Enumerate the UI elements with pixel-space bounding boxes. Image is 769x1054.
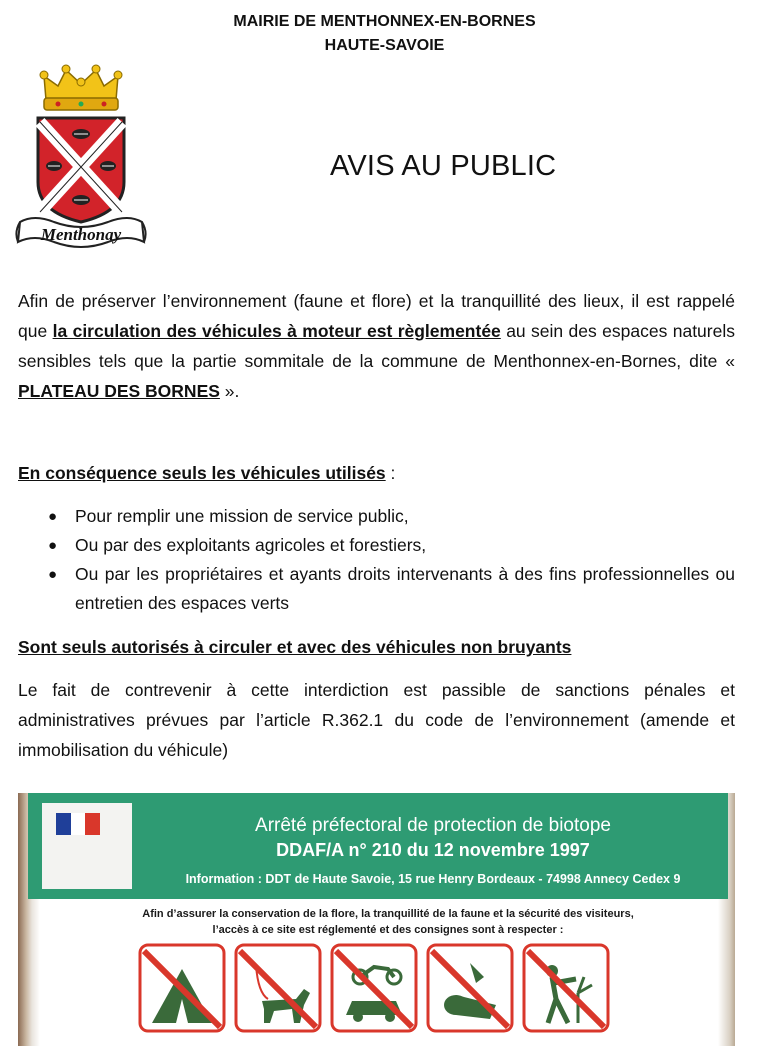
sign-decree: DDAF/A n° 210 du 12 novembre 1997: [276, 840, 590, 860]
list-item: ● Pour remplir une mission de service public,: [18, 502, 735, 531]
logo-motto: Menthonay: [40, 225, 122, 244]
no-dogs-icon: [234, 943, 322, 1033]
bullet-list: [18, 502, 735, 618]
intro-text-1: Afin de préserver l’environnement (faune et flore) et la tranquillité des lieux, il est rappelé que: [18, 291, 735, 341]
emblem-caption: [60, 841, 61, 846]
sign-header-panel: [28, 793, 728, 899]
header-line2: HAUTE-SAVOIE: [324, 37, 445, 54]
authorized-heading: Sont seuls autorisés à circuler et avec des véhicules non bruyants: [18, 637, 572, 657]
sign-intro: Afin d’assurer la conservation de la flore, la tranquillité de la faune et la sécurité des visiteurs, l’accès à ce site est réglementé et des consignes sont à respecter :: [142, 908, 634, 936]
prefecture-emblem: [42, 803, 132, 889]
sign-info: Information : DDT de Haute Savoie, 15 rue Henry Bordeaux - 74998 Annecy Cedex 9: [185, 872, 681, 886]
no-motor-vehicles-icon: [330, 943, 418, 1033]
bullet-icon: ●: [48, 508, 58, 525]
no-fire-icon: [426, 943, 514, 1033]
list-item: ● Ou par des exploitants agricoles et forestiers,: [18, 531, 735, 560]
header-line1: MAIRIE DE MENTHONNEX-EN-BORNES: [233, 13, 536, 30]
intro-text-3: ».: [219, 381, 240, 401]
crown-icon: [40, 65, 122, 110]
penalty-paragraph: Le fait de contrevenir à cette interdiction est passible de sanctions pénales et administratives prévues par l’article R.362.1 du code de l’environnement (amende et immobilisation du véhicule): [18, 680, 735, 760]
pictogram-row: [138, 943, 618, 1043]
place-name: PLATEAU DES BORNES: [18, 381, 220, 401]
consequence-heading: [18, 458, 735, 488]
no-picking-flowers-icon: [522, 943, 610, 1033]
intro-paragraph: [18, 286, 735, 406]
consequence-suffix: :: [385, 463, 396, 483]
list-item: ● Ou par les propriétaires et ayants droits intervenants à des fins professionnelles ou entretien des espaces verts: [18, 560, 735, 618]
intro-text-2: au sein des espaces naturels sensibles tels que la partie sommitale de la commune de Menthonnex-en-Bornes, dite «: [18, 321, 735, 371]
no-camping-icon: [138, 943, 226, 1033]
biotope-sign-photo: [18, 793, 735, 1046]
emblem-lines: [70, 859, 71, 865]
french-flag-icon: [56, 813, 100, 835]
sign-title: Arrêté préfectoral de protection de biotope: [255, 815, 611, 836]
bullet-icon: ●: [48, 566, 58, 583]
shield-icon: [38, 118, 124, 222]
consequence-text: En conséquence seuls les véhicules utilisés: [18, 463, 386, 483]
coat-of-arms-icon: [14, 62, 148, 254]
notice-title: AVIS AU PUBLIC: [330, 150, 557, 182]
header: [0, 10, 769, 58]
bullet-icon: ●: [48, 537, 58, 554]
intro-emphasis: la circulation des véhicules à moteur est règlementée: [52, 321, 501, 341]
